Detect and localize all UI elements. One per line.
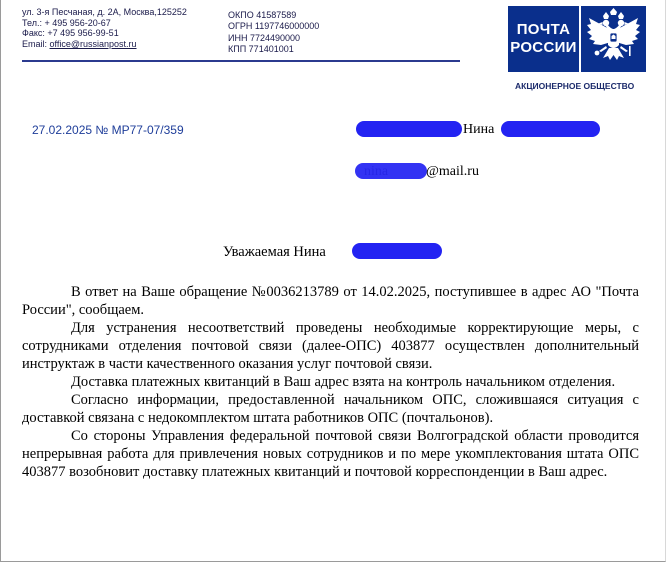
ogrn-number: ОГРН 1197746000000 — [228, 21, 320, 32]
body-paragraph: Для устранения несоответствий проведены необходимые корректирующие меры, с сотрудниками отделения почтовой связи (далее-ОПС) 403877 осуществлен дополнительный инструктаж в части качественного оказания услуг почтовой связи. — [22, 320, 639, 372]
russian-post-logo — [508, 6, 646, 72]
salutation-prefix: Уважаемая Нина — [223, 244, 326, 260]
logo-line-1: ПОЧТА — [516, 21, 571, 38]
redaction-block-salutation — [352, 243, 442, 259]
sender-email-line — [22, 39, 187, 50]
redaction-block-surname — [356, 121, 462, 137]
outgoing-reference: 27.02.2025 № МР77-07/359 — [32, 123, 184, 137]
redaction-block-email — [355, 163, 427, 179]
okpo-number: ОКПО 41587589 — [228, 10, 297, 20]
sender-email-label: Email: — [22, 38, 50, 49]
body-paragraph: Согласно информации, предоставленной начальником ОПС, сложившаяся ситуация с доставкой связана с недокомплектом штата работников ОПС (почтальонов). — [22, 392, 639, 426]
inn-number: ИНН 7724490000 — [228, 32, 301, 43]
kpp-number: КПП 771401001 — [228, 44, 294, 55]
body-paragraph: Доставка платежных квитанций в Ваш адрес взята на контроль начальником отделения. — [71, 374, 616, 390]
company-type: АКЦИОНЕРНОЕ ОБЩЕСТВО — [515, 81, 635, 91]
sender-fax: Факс: +7 495 956-99-51 — [22, 28, 119, 39]
recipient-email: @mail.ru — [426, 164, 479, 179]
sender-email-link[interactable]: office@russianpost.ru — [49, 38, 137, 49]
sender-address: ул. 3-я Песчаная, д. 2А, Москва,125252 — [22, 7, 187, 17]
letter-body — [22, 283, 639, 481]
sender-contacts — [22, 7, 187, 49]
redaction-block-patronymic — [501, 121, 600, 137]
double-headed-eagle-icon — [581, 6, 646, 72]
logo-wordmark — [508, 6, 579, 72]
header-divider — [22, 60, 460, 62]
body-paragraph: Со стороны Управления федеральной почтовой связи Волгоградской области проводится непрерывная работа для привлечения новых сотрудников и по мере укомплектования штата ОПС 403877 возобновит доставку платежных квитанций и почтовой корреспонденции в Ваш адрес. — [22, 428, 639, 480]
recipient-name: Нина — [463, 122, 495, 137]
logo-line-2: РОССИИ — [510, 39, 577, 56]
registration-numbers — [228, 10, 319, 56]
body-paragraph: В ответ на Ваше обращение №0036213789 от 14.02.2025, поступившее в адрес АО "Почта России", сообщаем. — [22, 284, 639, 318]
sender-phone: Тел.: + 495 956-20-67 — [22, 17, 111, 28]
